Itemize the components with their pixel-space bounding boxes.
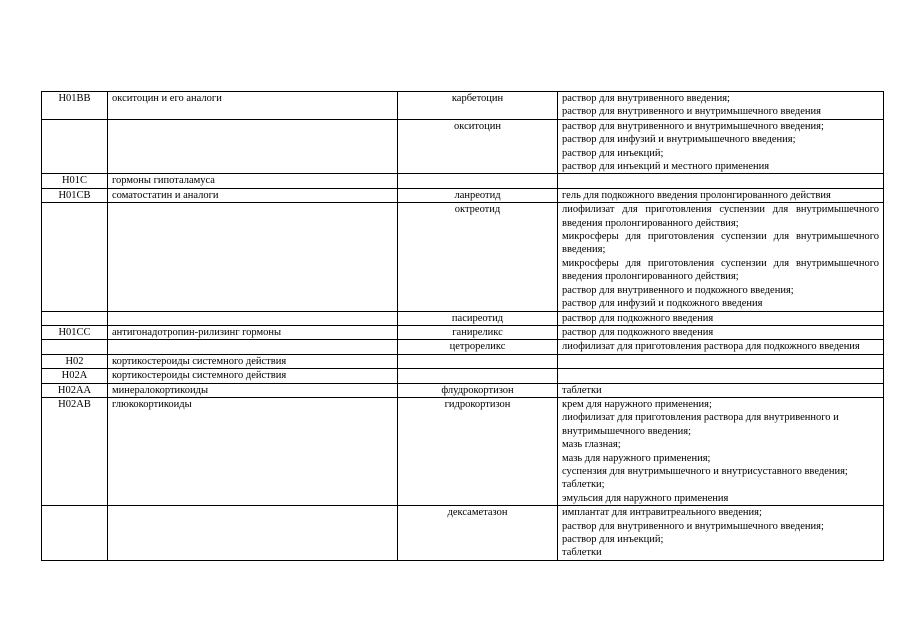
dosage-form: гель для подкожного введения пролонгированного действия	[562, 189, 831, 201]
atc-code: H02AA	[42, 383, 108, 397]
table-row	[42, 369, 884, 383]
dosage-form: раствор для подкожного введения	[562, 312, 714, 324]
drug-name: гидрокортизон	[398, 397, 558, 505]
drug-name: окситоцин	[398, 119, 558, 174]
medication-table	[41, 91, 884, 561]
atc-code: H01C	[42, 174, 108, 188]
dosage-form: лиофилизат для приготовления суспензии для внутримышечного введения пролонгированного действия;	[562, 204, 879, 229]
dosage-form: раствор для инфузий и подкожного введения	[562, 298, 763, 310]
dosage-forms	[558, 506, 884, 561]
dosage-forms	[558, 354, 884, 368]
dosage-forms	[558, 311, 884, 325]
dosage-form: лиофилизат для приготовления раствора для внутривенного и внутримышечного введения;	[562, 412, 839, 437]
atc-code	[42, 340, 108, 354]
drug-name	[398, 369, 558, 383]
dosage-form: крем для наружного применения;	[562, 398, 712, 410]
dosage-form: раствор для внутривенного и подкожного введения;	[562, 284, 794, 296]
table-row	[42, 92, 884, 120]
atc-group-name: окситоцин и его аналоги	[108, 92, 398, 120]
dosage-form: таблетки	[562, 384, 602, 396]
drug-name: пасиреотид	[398, 311, 558, 325]
atc-code	[42, 203, 108, 311]
table-row	[42, 354, 884, 368]
drug-name	[398, 354, 558, 368]
dosage-forms	[558, 92, 884, 120]
table-row	[42, 325, 884, 339]
dosage-forms	[558, 119, 884, 174]
atc-code	[42, 311, 108, 325]
dosage-form: раствор для внутривенного и внутримышечного введения;	[562, 520, 824, 532]
table-row	[42, 397, 884, 505]
atc-group-name: глюкокортикоиды	[108, 397, 398, 505]
atc-group-name	[108, 311, 398, 325]
dosage-form: мазь для наружного применения;	[562, 452, 711, 464]
table-row	[42, 188, 884, 202]
dosage-forms	[558, 188, 884, 202]
atc-group-name: кортикостероиды системного действия	[108, 369, 398, 383]
drug-name	[398, 174, 558, 188]
atc-code: H01CB	[42, 188, 108, 202]
drug-name: ганиреликс	[398, 325, 558, 339]
table-row	[42, 506, 884, 561]
table-row	[42, 174, 884, 188]
drug-name: карбетоцин	[398, 92, 558, 120]
dosage-form: раствор для подкожного введения	[562, 326, 714, 338]
atc-code: H02A	[42, 369, 108, 383]
dosage-form: микросферы для приготовления суспензии для внутримышечного введения;	[562, 231, 879, 256]
table-row	[42, 119, 884, 174]
atc-group-name	[108, 203, 398, 311]
atc-group-name	[108, 119, 398, 174]
atc-code	[42, 119, 108, 174]
dosage-forms	[558, 397, 884, 505]
dosage-forms	[558, 203, 884, 311]
dosage-form: раствор для инъекций;	[562, 147, 664, 159]
drug-name: октреотид	[398, 203, 558, 311]
dosage-form: таблетки;	[562, 479, 605, 491]
dosage-form: раствор для внутривенного введения;	[562, 93, 730, 104]
atc-group-name	[108, 506, 398, 561]
atc-group-name: антигонадотропин-рилизинг гормоны	[108, 325, 398, 339]
atc-group-name: кортикостероиды системного действия	[108, 354, 398, 368]
dosage-form: раствор для инъекций и местного применения	[562, 161, 770, 173]
dosage-forms	[558, 340, 884, 354]
atc-group-name: соматостатин и аналоги	[108, 188, 398, 202]
dosage-form: таблетки	[562, 547, 602, 559]
dosage-form: раствор для инфузий и внутримышечного введения;	[562, 134, 796, 146]
table-row	[42, 311, 884, 325]
atc-code	[42, 506, 108, 561]
dosage-form: микросферы для приготовления суспензии для внутримышечного введения пролонгированного действия;	[562, 257, 879, 283]
drug-name: дексаметазон	[398, 506, 558, 561]
dosage-form: имплантат для интравитреального введения;	[562, 507, 762, 519]
dosage-form: раствор для внутривенного и внутримышечного введения;	[562, 120, 824, 132]
dosage-form: мазь глазная;	[562, 439, 621, 451]
dosage-form: суспензия для внутримышечного и внутрисуставного введения;	[562, 465, 848, 477]
drug-name: ланреотид	[398, 188, 558, 202]
dosage-form: раствор для инъекций;	[562, 534, 664, 545]
table-row	[42, 340, 884, 354]
dosage-forms	[558, 383, 884, 397]
atc-group-name: минералокортикоиды	[108, 383, 398, 397]
atc-group-name	[108, 340, 398, 354]
table-row	[42, 383, 884, 397]
dosage-form: эмульсия для наружного применения	[562, 492, 729, 504]
dosage-form: лиофилизат для приготовления раствора для подкожного введения	[562, 341, 860, 353]
dosage-forms	[558, 174, 884, 188]
dosage-form: раствор для внутривенного и внутримышечного введения	[562, 106, 821, 118]
atc-code: H01CC	[42, 325, 108, 339]
atc-code: H02	[42, 354, 108, 368]
atc-code: H02AB	[42, 397, 108, 505]
table-row	[42, 203, 884, 311]
drug-name: флудрокортизон	[398, 383, 558, 397]
dosage-forms	[558, 325, 884, 339]
drug-name: цетрореликс	[398, 340, 558, 354]
atc-code: H01BB	[42, 92, 108, 120]
dosage-forms	[558, 369, 884, 383]
atc-group-name: гормоны гипоталамуса	[108, 174, 398, 188]
